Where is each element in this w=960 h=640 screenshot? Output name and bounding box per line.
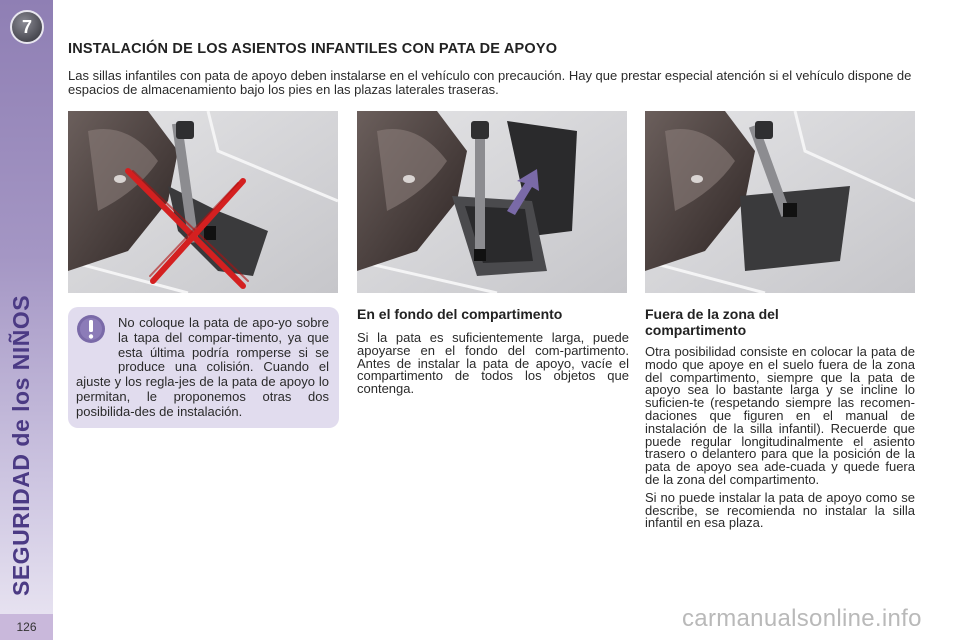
paragraph: Si no puede instalar la pata de apoyo como se describe, se recomienda no instalar la silla infantil en esa plaza.	[645, 489, 915, 531]
paragraph: Otra posibilidad consiste en colocar la pata de modo que apoye en el suelo fuera de la zona del compartimento, siempre que la pata de apoyo sea lo bastante larga y se incline lo suficien-te (respetando siempre las recomen-daciones que figuren en el manual de instalación de la silla infantil). Recuerde que puede regular longitudinalmente el asiento trasero o delantero para que la posición de la pata de apoyo sea ade-cuada y quede fuera de la zona del compartimento.	[645, 344, 915, 487]
warning-text-container	[76, 316, 329, 420]
warning-box	[68, 307, 339, 428]
section-text-compartment-bottom	[357, 332, 629, 401]
sidebar	[0, 0, 53, 640]
section-text-outside-compartment	[645, 346, 915, 535]
page-number: 126	[0, 614, 53, 640]
section-heading-outside-compartment: Fuera de la zona del compartimento	[645, 306, 779, 338]
figure-leg-in-compartment	[357, 111, 627, 293]
figure-leg-outside-compartment	[645, 111, 915, 293]
page-title: INSTALACIÓN DE LOS ASIENTOS INFANTILES CON PATA DE APOYO	[68, 41, 558, 57]
figure-leg-on-lid	[68, 111, 338, 293]
section-title: SEGURIDAD de los NIÑOS	[8, 294, 34, 596]
watermark: carmanualsonline.info	[682, 605, 922, 632]
warning-text: No coloque la pata de apo-yo sobre la tapa del compar-timento, ya que esta última podría romperse si se produce una colisión. Cuando el ajuste y los regla-jes de la pata de apoyo lo permitan, le proponemos otras dos posibilida-des de instalación.	[76, 315, 329, 419]
intro-paragraph: Las sillas infantiles con pata de apoyo deben instalarse en el vehículo con precaución. Hay que prestar especial atención si el vehículo dispone de espacios de almacenamiento bajo los pies en las plazas laterales traseras.	[68, 68, 912, 97]
chapter-number: 7	[21, 16, 32, 37]
section-heading-compartment-bottom: En el fondo del compartimento	[357, 306, 563, 322]
chapter-badge	[10, 10, 44, 44]
paragraph: Si la pata es suficientemente larga, puede apoyarse en el fondo del com-partimento. Antes de instalar la pata de apoyo, vacíe el compartimento de todos los objetos que contenga.	[357, 330, 629, 397]
